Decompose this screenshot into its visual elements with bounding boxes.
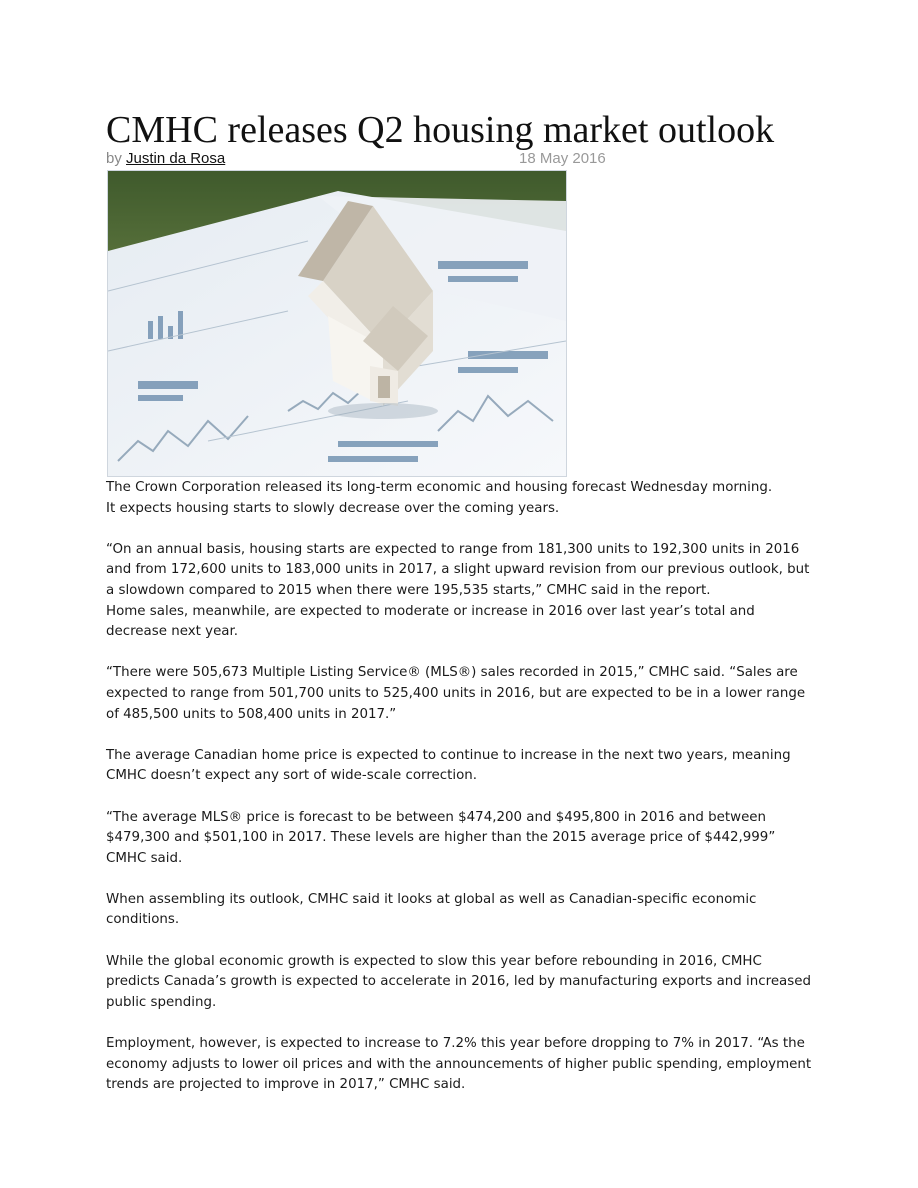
publish-date: 18 May 2016 — [519, 150, 606, 167]
paragraph: “On an annual basis, housing starts are expected to range from 181,300 units to 192,300 units in 2016 and from 172,600 units to 183,000 units in 2017, a slight upward revision from our previous outlook, but a slowdown compared to 2015 when there were 195,535 starts,” CMHC said in the report. — [106, 541, 810, 598]
paragraph: “The average MLS® price is forecast to be between $474,200 and $495,800 in 2016 and between $479,300 and $501,100 in 2017. These levels are higher than the 2015 average price of $442,999” CMHC said. — [106, 809, 776, 866]
paragraph: While the global economic growth is expected to slow this year before rebounding in 2016, CMHC predicts Canada’s growth is expected to accelerate in 2016, led by manufacturing exports and increased public spending. — [106, 953, 811, 1010]
paragraph: It expects housing starts to slowly decrease over the coming years. — [106, 500, 560, 516]
article-title: CMHC releases Q2 housing market outlook — [106, 109, 775, 151]
byline-prefix: by — [106, 150, 122, 167]
paragraph: “There were 505,673 Multiple Listing Service® (MLS®) sales recorded in 2015,” CMHC said. “Sales are expected to range from 501,700 units to 525,400 units in 2016, but are expected to be in a lower range of 485,500 units to 508,400 units in 2017.” — [106, 665, 806, 722]
author-link[interactable]: Justin da Rosa — [126, 150, 226, 167]
hero-image — [107, 170, 567, 477]
paragraph: Home sales, meanwhile, are expected to moderate or increase in 2016 over last year’s total and decrease next year. — [106, 603, 755, 640]
house-on-charts-photo — [108, 171, 566, 476]
paragraph: Employment, however, is expected to increase to 7.2% this year before dropping to 7% in 2017. “As the economy adjusts to lower oil prices and with the announcements of higher public spending, employment trends are projected to improve in 2017,” CMHC said. — [106, 1036, 812, 1093]
paragraph: The average Canadian home price is expected to continue to increase in the next two years, meaning CMHC doesn’t expect any sort of wide-scale correction. — [106, 747, 791, 784]
byline — [106, 150, 626, 168]
article-body — [106, 478, 818, 1116]
paragraph: The Crown Corporation released its long-term economic and housing forecast Wednesday morning. — [106, 480, 773, 495]
paragraph: When assembling its outlook, CMHC said it looks at global as well as Canadian-specific economic conditions. — [106, 891, 757, 928]
